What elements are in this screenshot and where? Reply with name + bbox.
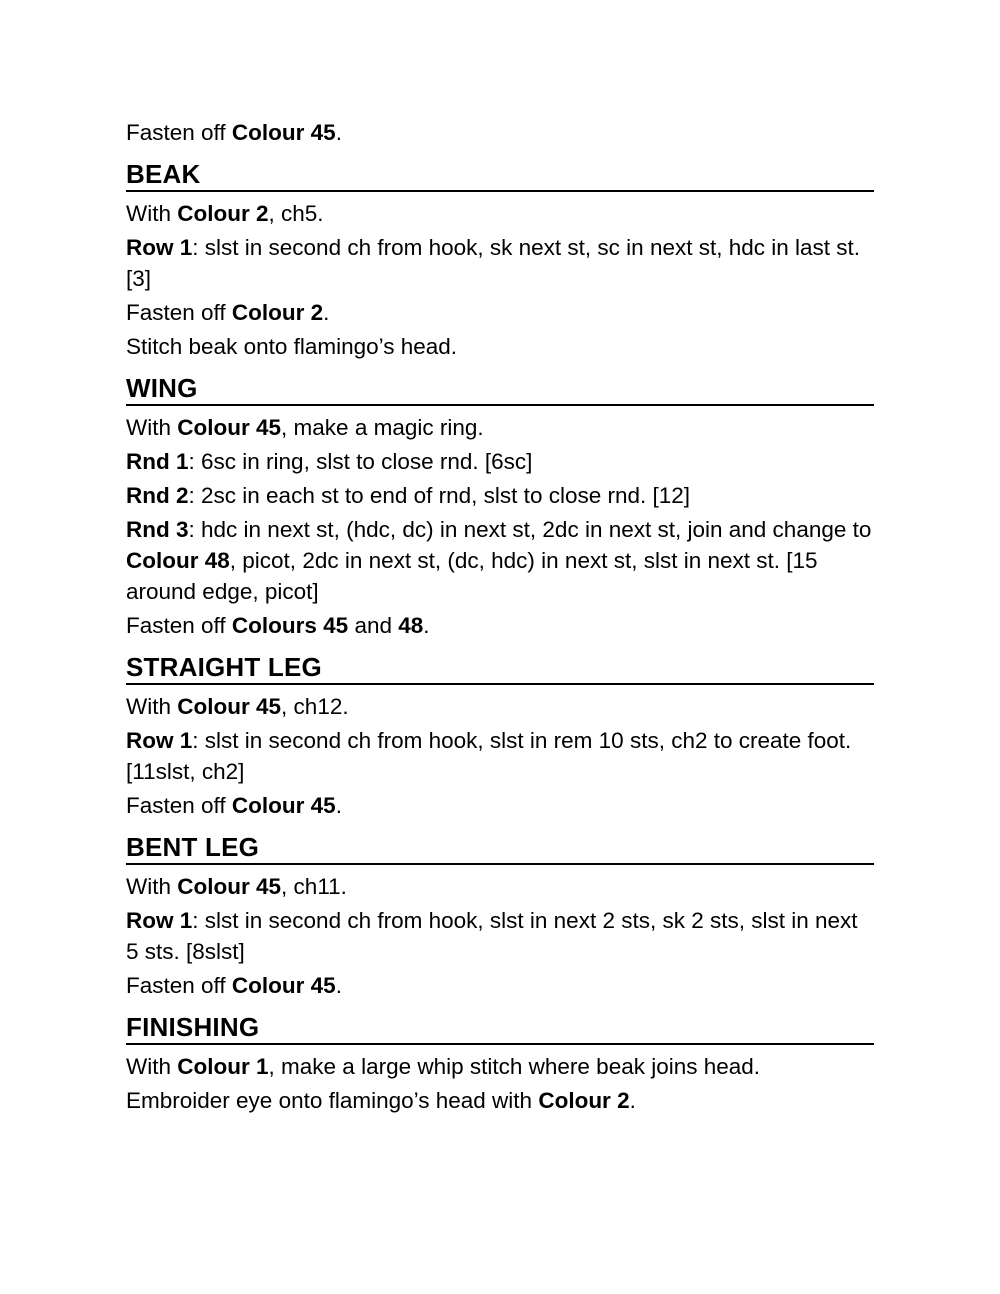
pattern-sections bbox=[126, 158, 874, 1116]
instruction-paragraph bbox=[126, 480, 874, 511]
text-segment: . bbox=[335, 120, 342, 145]
section-heading: WING bbox=[126, 372, 874, 406]
text-segment: : slst in second ch from hook, slst in next 2 sts, sk 2 sts, slst in next 5 sts. [8slst] bbox=[126, 908, 858, 964]
section-heading: BEAK bbox=[126, 158, 874, 192]
bold-text-segment: Colour 45 bbox=[177, 694, 282, 719]
bold-text-segment: Colour 2 bbox=[177, 201, 269, 226]
section-beak bbox=[126, 158, 874, 362]
bold-text-segment: Row 1 bbox=[126, 908, 193, 933]
section-heading: FINISHING bbox=[126, 1011, 874, 1045]
section-finishing bbox=[126, 1011, 874, 1116]
text-segment: . bbox=[323, 300, 330, 325]
instruction-paragraph bbox=[126, 297, 874, 328]
instruction-paragraph bbox=[126, 725, 874, 787]
text-segment: , picot, 2dc in next st, (dc, hdc) in next st, slst in next st. [15 around edge, picot] bbox=[126, 548, 818, 604]
instruction-paragraph bbox=[126, 232, 874, 294]
instruction-paragraph bbox=[126, 871, 874, 902]
text-segment: Fasten off bbox=[126, 120, 232, 145]
text-segment: Fasten off bbox=[126, 973, 232, 998]
bold-text-segment: 48 bbox=[398, 613, 424, 638]
bold-text-segment: Colour 2 bbox=[538, 1088, 630, 1113]
instruction-paragraph bbox=[126, 412, 874, 443]
text-segment: Stitch beak onto flamingo’s head. bbox=[126, 334, 458, 359]
instruction-paragraph bbox=[126, 331, 874, 362]
instruction-paragraph bbox=[126, 905, 874, 967]
text-segment: With bbox=[126, 1054, 178, 1079]
text-segment: : 6sc in ring, slst to close rnd. [6sc] bbox=[188, 449, 533, 474]
instruction-paragraph bbox=[126, 790, 874, 821]
bold-text-segment: Colour 45 bbox=[231, 973, 336, 998]
text-segment: Fasten off bbox=[126, 300, 232, 325]
instruction-paragraph bbox=[126, 1051, 874, 1082]
text-segment: : slst in second ch from hook, slst in rem 10 sts, ch2 to create foot. [11slst, ch2] bbox=[126, 728, 852, 784]
instruction-paragraph bbox=[126, 446, 874, 477]
section-straight-leg bbox=[126, 651, 874, 821]
section-heading: STRAIGHT LEG bbox=[126, 651, 874, 685]
text-segment: , ch11. bbox=[281, 874, 347, 899]
text-segment: With bbox=[126, 415, 178, 440]
text-segment: : 2sc in each st to end of rnd, slst to close rnd. [12] bbox=[188, 483, 691, 508]
text-segment: . bbox=[423, 613, 430, 638]
text-segment: Embroider eye onto flamingo’s head with bbox=[126, 1088, 539, 1113]
text-segment: Fasten off bbox=[126, 613, 232, 638]
intro-paragraph bbox=[126, 117, 874, 148]
instruction-paragraph bbox=[126, 1085, 874, 1116]
instruction-paragraph bbox=[126, 198, 874, 229]
text-segment: , make a large whip stitch where beak joins head. bbox=[268, 1054, 761, 1079]
pattern-page bbox=[126, 117, 874, 1119]
bold-text-segment: Colour 45 bbox=[231, 793, 336, 818]
bold-text-segment: Row 1 bbox=[126, 728, 193, 753]
instruction-paragraph bbox=[126, 610, 874, 641]
text-segment: Fasten off bbox=[126, 793, 232, 818]
section-bent-leg bbox=[126, 831, 874, 1001]
instruction-paragraph bbox=[126, 970, 874, 1001]
text-segment: : hdc in next st, (hdc, dc) in next st, 2dc in next st, join and change to bbox=[188, 517, 872, 542]
section-heading: BENT LEG bbox=[126, 831, 874, 865]
bold-text-segment: Colour 45 bbox=[177, 415, 282, 440]
bold-text-segment: Colours 45 bbox=[231, 613, 349, 638]
bold-text-segment: Colour 45 bbox=[231, 120, 336, 145]
text-segment: With bbox=[126, 694, 178, 719]
section-wing bbox=[126, 372, 874, 641]
bold-text-segment: Rnd 2 bbox=[126, 483, 189, 508]
text-segment: With bbox=[126, 874, 178, 899]
text-segment: . bbox=[629, 1088, 636, 1113]
instruction-paragraph bbox=[126, 514, 874, 607]
text-segment: , make a magic ring. bbox=[281, 415, 484, 440]
text-segment: , ch5. bbox=[268, 201, 324, 226]
bold-text-segment: Colour 2 bbox=[231, 300, 324, 325]
text-segment: and bbox=[348, 613, 399, 638]
instruction-paragraph bbox=[126, 691, 874, 722]
text-segment: : slst in second ch from hook, sk next st, sc in next st, hdc in last st. [3] bbox=[126, 235, 861, 291]
text-segment: . bbox=[335, 793, 342, 818]
bold-text-segment: Rnd 1 bbox=[126, 449, 189, 474]
bold-text-segment: Colour 1 bbox=[177, 1054, 269, 1079]
bold-text-segment: Rnd 3 bbox=[126, 517, 189, 542]
text-segment: , ch12. bbox=[281, 694, 349, 719]
bold-text-segment: Row 1 bbox=[126, 235, 193, 260]
text-segment: . bbox=[335, 973, 342, 998]
bold-text-segment: Colour 45 bbox=[177, 874, 282, 899]
bold-text-segment: Colour 48 bbox=[126, 548, 230, 573]
text-segment: With bbox=[126, 201, 178, 226]
